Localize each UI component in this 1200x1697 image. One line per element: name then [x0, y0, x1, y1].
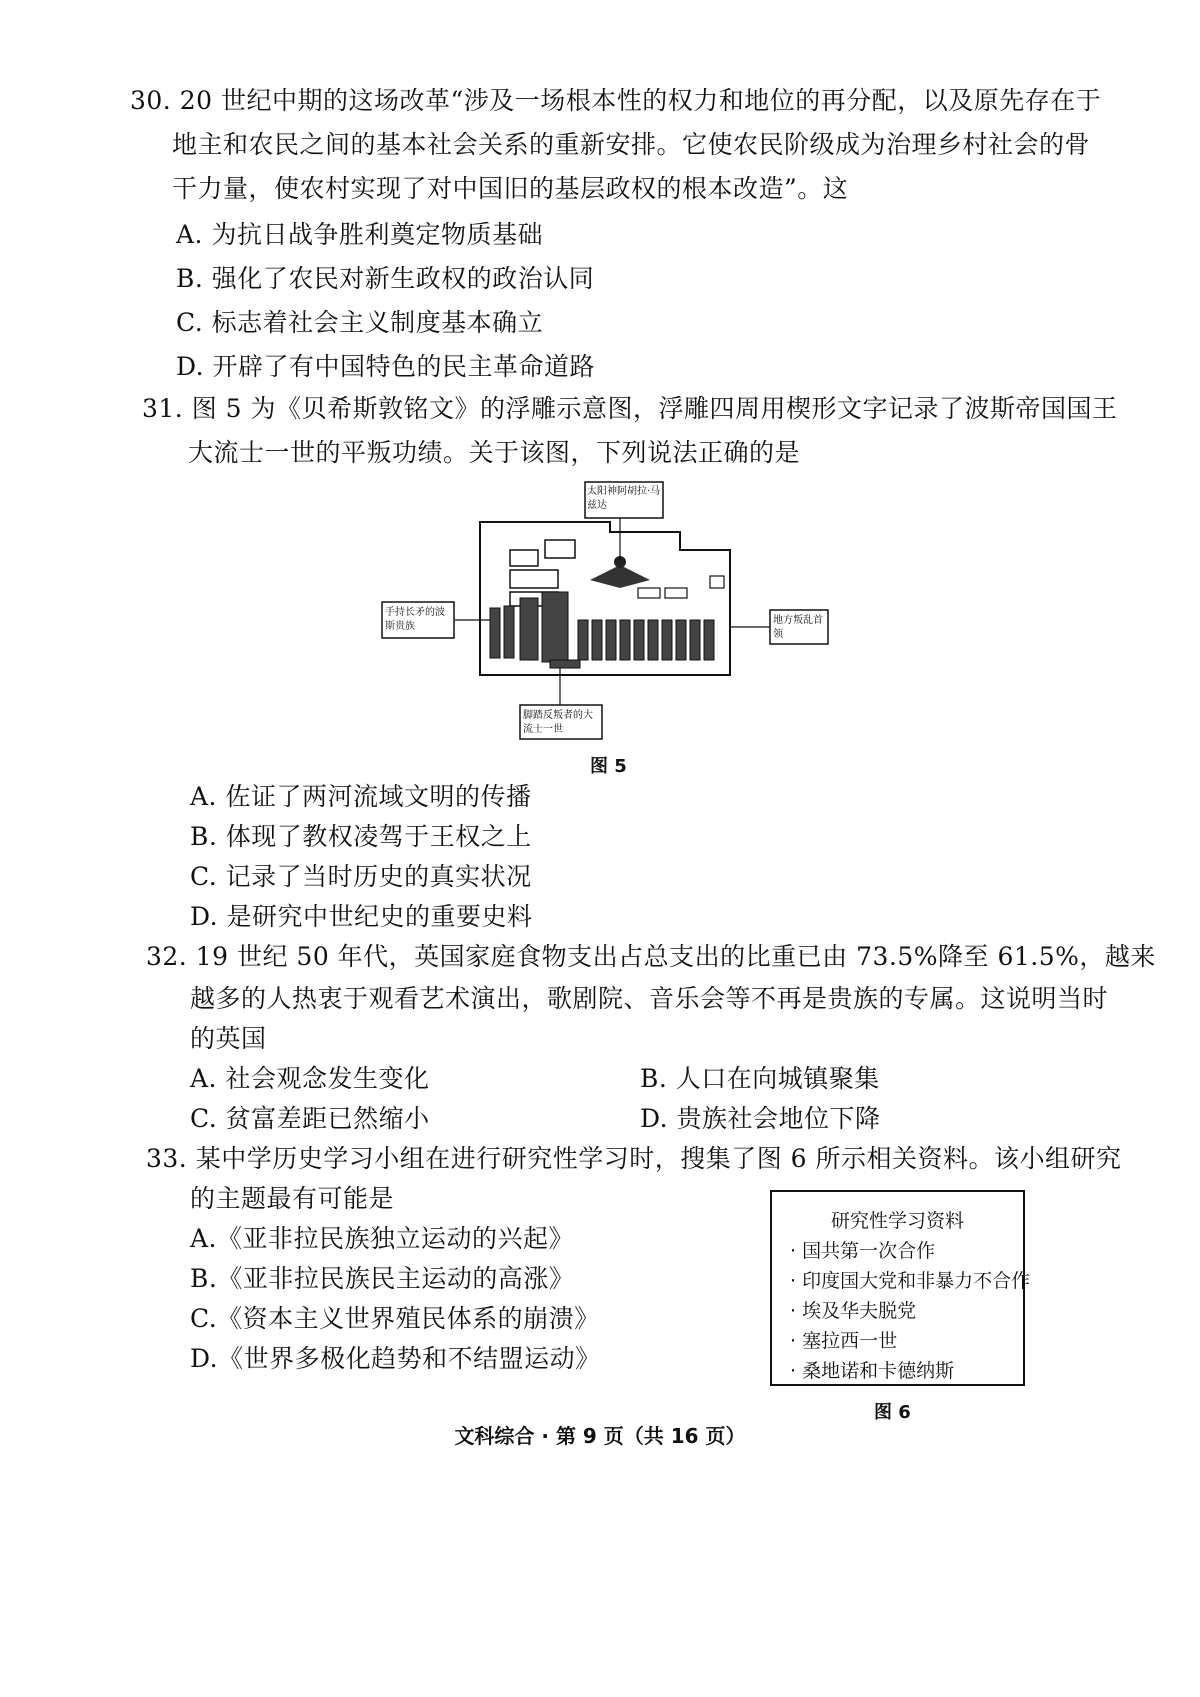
fig5-label-right: 地方叛乱首领: [773, 615, 823, 640]
q33-stem-line1: 33. 某中学历史学习小组在进行研究性学习时，搜集了图 6 所示相关资料。该小组研究: [146, 1144, 1122, 1173]
q31-stem-line2: 大流士一世的平叛功绩。关于该图，下列说法正确的是: [188, 438, 801, 467]
q33-option-a: A.《亚非拉民族独立运动的兴起》: [190, 1224, 575, 1253]
fig6-item: · 埃及华夫脱党: [790, 1300, 917, 1322]
q32-stem-line3: 的英国: [190, 1024, 267, 1053]
q30-stem-line3: 干力量，使农村实现了对中国旧的基层政权的根本改造”。这: [172, 174, 849, 203]
fig5-label-bottom: 脚踏反叛者的大流士一世: [523, 710, 593, 735]
q33-option-d: D.《世界多极化趋势和不结盟运动》: [190, 1344, 601, 1373]
q32-option-c: C. 贫富差距已然缩小: [190, 1104, 430, 1133]
q32-stem-line1: 32. 19 世纪 50 年代，英国家庭食物支出占总支出的比重已由 73.5%降至 61.5%，越来: [146, 942, 1156, 971]
q30-stem-line1: 30. 20 世纪中期的这场改革“涉及一场根本性的权力和地位的再分配，以及原先存在于: [130, 86, 1102, 115]
fig6-title: 研究性学习资料: [830, 1210, 964, 1232]
q33-option-b: B.《亚非拉民族民主运动的高涨》: [190, 1264, 575, 1293]
fig6-item: · 塞拉西一世: [790, 1330, 898, 1352]
research-materials-box: [770, 1190, 1031, 1386]
page-footer: 文科综合 · 第 9 页（共 16 页）: [454, 1424, 746, 1448]
q33-option-c: C.《资本主义世界殖民体系的崩溃》: [190, 1304, 600, 1333]
q31-option-d: D. 是研究中世纪史的重要史料: [190, 902, 533, 931]
q31-stem-line1: 31. 图 5 为《贝希斯敦铭文》的浮雕示意图，浮雕四周用楔形文字记录了波斯帝国国王: [142, 394, 1118, 423]
fig5-label-top: 太阳神阿胡拉·马兹达: [587, 486, 661, 511]
q32-option-d: D. 贵族社会地位下降: [640, 1104, 881, 1133]
fig5-caption: 图 5: [590, 756, 627, 777]
q33-stem-line2: 的主题最有可能是: [190, 1184, 395, 1213]
q32-stem-line2: 越多的人热衷于观看艺术演出，歌剧院、音乐会等不再是贵族的专属。这说明当时: [190, 984, 1109, 1013]
fig6-item: · 国共第一次合作: [790, 1240, 936, 1262]
q30-option-b: B. 强化了农民对新生政权的政治认同: [176, 264, 595, 293]
fig6-item: · 桑地诺和卡德纳斯: [790, 1360, 955, 1382]
q31-option-c: C. 记录了当时历史的真实状况: [190, 862, 532, 891]
q31-option-a: A. 佐证了两河流域文明的传播: [190, 782, 532, 811]
fig5-label-left: 手持长矛的波斯贵族: [385, 607, 445, 632]
q32-option-b: B. 人口在向城镇聚集: [640, 1064, 880, 1093]
q31-option-b: B. 体现了教权凌驾于王权之上: [190, 822, 532, 851]
q30-option-c: C. 标志着社会主义制度基本确立: [176, 308, 544, 337]
q30-stem-line2: 地主和农民之间的基本社会关系的重新安排。它使农民阶级成为治理乡村社会的骨: [172, 130, 1091, 159]
fig6-item: · 印度国大党和非暴力不合作: [790, 1270, 1031, 1292]
q30-option-d: D. 开辟了有中国特色的民主革命道路: [176, 352, 596, 381]
q30-option-a: A. 为抗日战争胜利奠定物质基础: [176, 220, 543, 249]
fig6-caption: 图 6: [874, 1402, 911, 1423]
q32-option-a: A. 社会观念发生变化: [190, 1064, 430, 1093]
